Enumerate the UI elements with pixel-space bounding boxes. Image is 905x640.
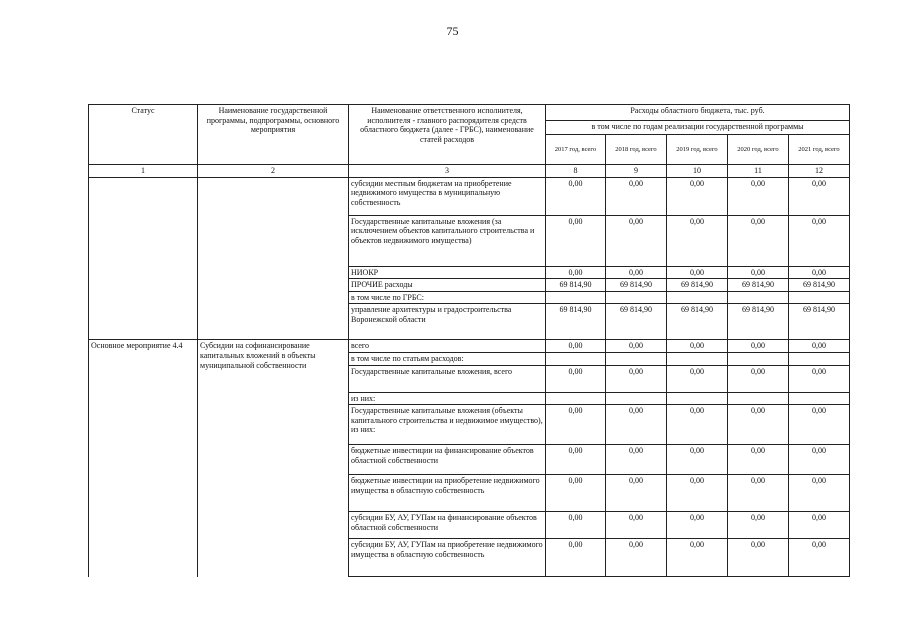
value-cell: 0,00: [667, 340, 728, 353]
col-number: 3: [349, 165, 546, 178]
value-cell: [546, 392, 606, 405]
value-cell: 0,00: [667, 177, 728, 215]
row-label: бюджетные инвестиции на приобретение недвижимого имущества в областную собственность: [349, 475, 546, 512]
status-cell: Основное мероприятие 4.4: [89, 340, 198, 577]
row-label: НИОКР: [349, 266, 546, 279]
value-cell: 0,00: [728, 445, 789, 475]
header-status: Статус: [89, 105, 198, 165]
value-cell: 0,00: [546, 405, 606, 445]
value-cell: 0,00: [606, 445, 667, 475]
value-cell: 0,00: [546, 177, 606, 215]
value-cell: 0,00: [728, 177, 789, 215]
header-by-years: в том числе по годам реализации государственной программы: [546, 121, 850, 135]
row-label: в том числе по статьям расходов:: [349, 352, 546, 365]
header-year-2019: 2019 год, всего: [667, 135, 728, 165]
page-number: 75: [446, 24, 459, 38]
value-cell: [728, 352, 789, 365]
value-cell: 0,00: [728, 365, 789, 392]
value-cell: 0,00: [789, 405, 850, 445]
value-cell: 0,00: [789, 475, 850, 512]
value-cell: 0,00: [546, 475, 606, 512]
col-number: 8: [546, 165, 606, 178]
value-cell: 0,00: [789, 512, 850, 539]
col-number: 11: [728, 165, 789, 178]
value-cell: [728, 291, 789, 304]
value-cell: 0,00: [667, 266, 728, 279]
value-cell: 0,00: [728, 512, 789, 539]
value-cell: 69 814,90: [789, 279, 850, 292]
row-label: субсидии БУ, АУ, ГУПам на финансирование объектов областной собственности: [349, 512, 546, 539]
value-cell: 69 814,90: [546, 279, 606, 292]
value-cell: 0,00: [667, 215, 728, 266]
row-label: субсидии БУ, АУ, ГУПам на приобретение недвижимого имущества в областную собственность: [349, 539, 546, 577]
value-cell: 0,00: [728, 475, 789, 512]
value-cell: 69 814,90: [728, 279, 789, 292]
row-label: в том числе по ГРБС:: [349, 291, 546, 304]
value-cell: 0,00: [606, 365, 667, 392]
header-year-2021: 2021 год, всего: [789, 135, 850, 165]
value-cell: 0,00: [789, 266, 850, 279]
col-number: 2: [198, 165, 349, 178]
budget-table: [88, 104, 850, 577]
program-name-cell: Субсидии на софинансирование капитальных вложений в объекты муниципальной собственности: [198, 340, 349, 577]
value-cell: 0,00: [667, 539, 728, 577]
value-cell: [546, 291, 606, 304]
value-cell: 0,00: [789, 445, 850, 475]
col-number: 9: [606, 165, 667, 178]
row-label: из них:: [349, 392, 546, 405]
value-cell: [728, 392, 789, 405]
value-cell: [606, 392, 667, 405]
value-cell: [606, 291, 667, 304]
value-cell: 0,00: [546, 215, 606, 266]
value-cell: [789, 291, 850, 304]
col-number: 10: [667, 165, 728, 178]
row-label: ПРОЧИЕ расходы: [349, 279, 546, 292]
value-cell: 0,00: [546, 539, 606, 577]
value-cell: 0,00: [789, 215, 850, 266]
value-cell: 0,00: [789, 365, 850, 392]
row-label: Государственные капитальные вложения, всего: [349, 365, 546, 392]
value-cell: [667, 392, 728, 405]
value-cell: 69 814,90: [606, 279, 667, 292]
value-cell: 0,00: [546, 512, 606, 539]
value-cell: 0,00: [606, 512, 667, 539]
header-program-name: Наименование государственной программы, подпрограммы, основного мероприятия: [198, 105, 349, 165]
program-cell-empty: [198, 177, 349, 340]
value-cell: 0,00: [546, 340, 606, 353]
status-cell-empty: [89, 177, 198, 340]
value-cell: 0,00: [789, 340, 850, 353]
value-cell: 0,00: [606, 177, 667, 215]
value-cell: 0,00: [667, 405, 728, 445]
value-cell: 0,00: [606, 340, 667, 353]
value-cell: 69 814,90: [546, 304, 606, 340]
value-cell: 69 814,90: [667, 304, 728, 340]
value-cell: 0,00: [728, 215, 789, 266]
row-label: бюджетные инвестиции на финансирование объектов областной собственности: [349, 445, 546, 475]
value-cell: 69 814,90: [789, 304, 850, 340]
value-cell: 69 814,90: [728, 304, 789, 340]
row-label: Государственные капитальные вложения (за исключением объектов капитального строительства и объектов недвижимого имущества): [349, 215, 546, 266]
header-executor: Наименование ответственного исполнителя, исполнителя - главного распорядителя средств областного бюджета (далее - ГРБС), наименование статей расходов: [349, 105, 546, 165]
value-cell: 0,00: [546, 365, 606, 392]
value-cell: [667, 291, 728, 304]
value-cell: 0,00: [606, 539, 667, 577]
value-cell: 0,00: [606, 215, 667, 266]
row-label: управление архитектуры и градостроительства Воронежской области: [349, 304, 546, 340]
value-cell: 0,00: [546, 445, 606, 475]
row-label: Государственные капитальные вложения (объекты капитального строительства и недвижимое имущество), из них:: [349, 405, 546, 445]
value-cell: 69 814,90: [667, 279, 728, 292]
table-row: [89, 177, 850, 215]
value-cell: 0,00: [667, 512, 728, 539]
value-cell: [546, 352, 606, 365]
value-cell: 69 814,90: [606, 304, 667, 340]
header-expenses: Расходы областного бюджета, тыс. руб.: [546, 105, 850, 121]
value-cell: 0,00: [606, 405, 667, 445]
value-cell: [667, 352, 728, 365]
col-number: 12: [789, 165, 850, 178]
row-label: всего: [349, 340, 546, 353]
value-cell: [789, 392, 850, 405]
value-cell: 0,00: [728, 266, 789, 279]
header-year-2018: 2018 год, всего: [606, 135, 667, 165]
value-cell: 0,00: [728, 405, 789, 445]
value-cell: 0,00: [789, 539, 850, 577]
value-cell: 0,00: [789, 177, 850, 215]
value-cell: [606, 352, 667, 365]
value-cell: 0,00: [667, 365, 728, 392]
value-cell: 0,00: [667, 445, 728, 475]
header-year-2020: 2020 год, всего: [728, 135, 789, 165]
row-label: субсидии местным бюджетам на приобретение недвижимого имущества в муниципальную собственность: [349, 177, 546, 215]
header-year-2017: 2017 год, всего: [546, 135, 606, 165]
value-cell: 0,00: [606, 266, 667, 279]
table-row: [89, 340, 850, 353]
value-cell: 0,00: [728, 539, 789, 577]
value-cell: 0,00: [667, 475, 728, 512]
value-cell: 0,00: [606, 475, 667, 512]
value-cell: [789, 352, 850, 365]
value-cell: 0,00: [728, 340, 789, 353]
value-cell: 0,00: [546, 266, 606, 279]
col-number: 1: [89, 165, 198, 178]
